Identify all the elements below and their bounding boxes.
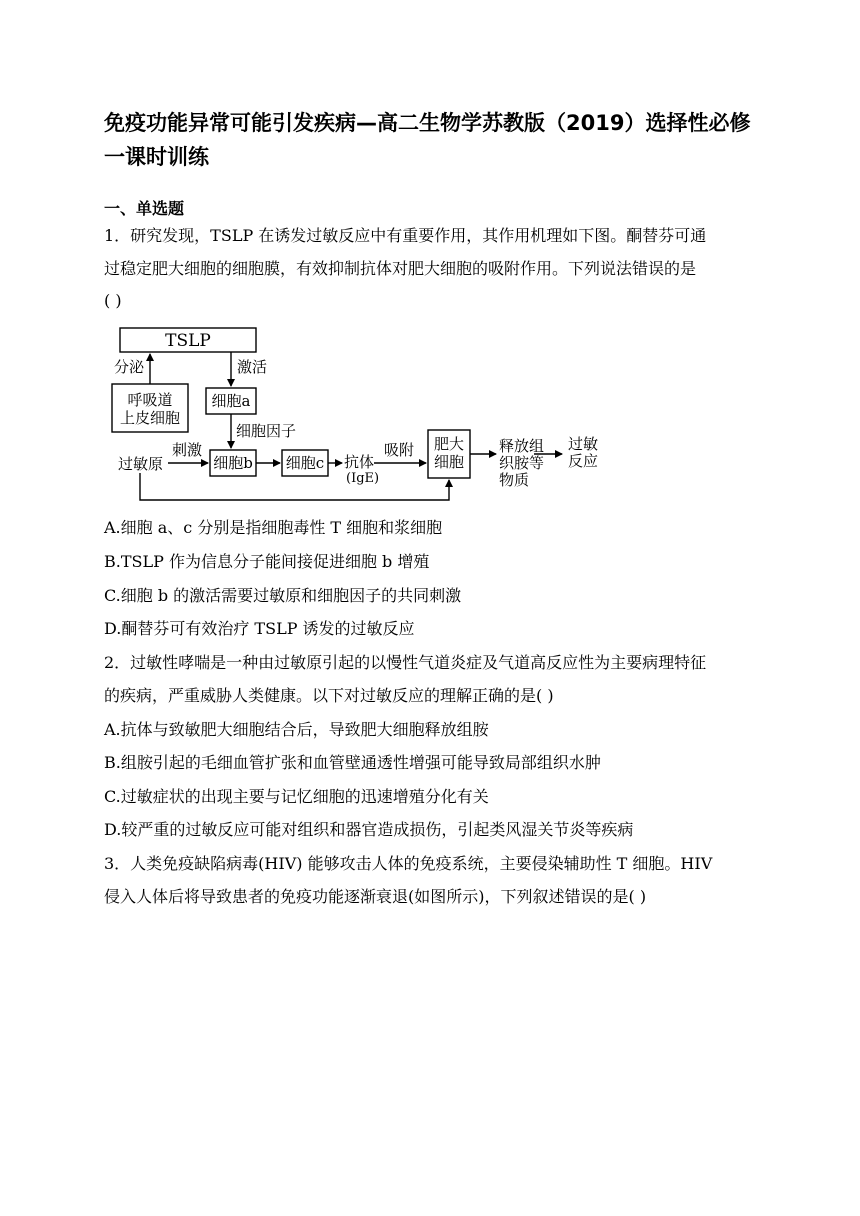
adsorb-label: 吸附	[384, 441, 415, 459]
release-label: 释放组	[499, 437, 545, 455]
q2-option-a: A.抗体与致敏肥大细胞结合后，导致肥大细胞释放组胺	[104, 720, 489, 739]
q2-option-d: D.较严重的过敏反应可能对组织和器官造成损伤，引起类风湿关节炎等疾病	[104, 820, 634, 839]
cell-a-label: 细胞a	[211, 392, 251, 410]
allergy-label: 过敏	[568, 435, 599, 453]
q1-option-b: B.TSLP 作为信息分子能间接促进细胞 b 增殖	[104, 552, 430, 571]
allergen-to-mast-arrow	[140, 473, 449, 500]
q1-option-d: D.酮替芬可有效治疗 TSLP 诱发的过敏反应	[104, 619, 415, 638]
q2-option-c: C.过敏症状的出现主要与记忆细胞的迅速增殖分化有关	[104, 787, 489, 806]
document-title: 免疫功能异常可能引发疾病—高二生物学苏教版（2019）选择性必修一课时训练	[104, 111, 751, 169]
allergy-label: 反应	[568, 452, 599, 470]
tslp-mechanism-diagram	[110, 322, 620, 504]
allergen-label: 过敏原	[118, 455, 164, 473]
q1-stem-line: 1．研究发现，TSLP 在诱发过敏反应中有重要作用，其作用机理如下图。酮替芬可通	[104, 226, 707, 245]
q1-option-a: A.细胞 a、c 分别是指细胞毒性 T 细胞和浆细胞	[104, 518, 443, 537]
antibody-label: 抗体	[344, 453, 375, 471]
release-label: 物质	[499, 471, 530, 489]
airway-cell-label: 呼吸道	[127, 391, 173, 409]
q2-option-b: B.组胺引起的毛细血管扩张和血管壁通透性增强可能导致局部组织水肿	[104, 753, 601, 772]
airway-cell-label: 上皮细胞	[119, 409, 181, 427]
q3-stem-line: 侵入人体后将导致患者的免疫功能逐渐衰退(如图所示)，下列叙述错误的是( )	[104, 887, 647, 906]
mast-cell-label: 肥大	[433, 435, 465, 453]
q1-stem-line: 过稳定肥大细胞的细胞膜，有效抑制抗体对肥大细胞的吸附作用。下列说法错误的是	[104, 259, 697, 278]
mast-cell-label: 细胞	[433, 453, 465, 471]
section-heading: 一、单选题	[104, 199, 185, 218]
q3-stem-line: 3．人类免疫缺陷病毒(HIV) 能够攻击人体的免疫系统，主要侵染辅助性 T 细胞。HIV	[104, 854, 713, 873]
activate-label: 激活	[237, 358, 268, 376]
tslp-label: TSLP	[165, 331, 211, 351]
q1-option-c: C.细胞 b 的激活需要过敏原和细胞因子的共同刺激	[104, 586, 462, 605]
secrete-label: 分泌	[114, 358, 145, 376]
q2-stem-line: 2．过敏性哮喘是一种由过敏原引起的以慢性气道炎症及气道高反应性为主要病理特征	[104, 653, 707, 672]
q2-stem-line: 的疾病，严重威胁人类健康。以下对过敏反应的理解正确的是( )	[104, 686, 554, 705]
release-label: 织胺等	[499, 454, 545, 472]
ige-label: (IgE)	[346, 471, 380, 486]
cell-b-label: 细胞b	[213, 454, 253, 472]
q1-stem-line: ( )	[104, 291, 122, 310]
cytokine-label: 细胞因子	[236, 422, 297, 440]
cell-c-label: 细胞c	[285, 454, 325, 472]
stimulate-label: 刺激	[172, 441, 203, 459]
